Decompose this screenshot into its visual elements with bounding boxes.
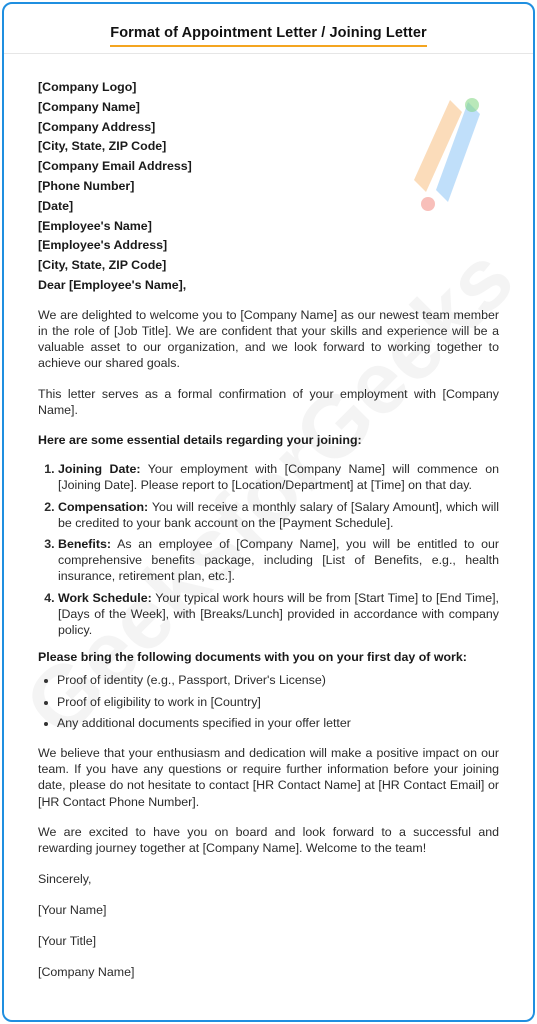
document-title: Format of Appointment Letter / Joining Letter [110, 25, 427, 47]
company-address-line: [Company Address] [38, 119, 156, 134]
document-frame [2, 2, 535, 1022]
signature-title: [Your Title] [38, 934, 97, 949]
list-item: Proof of eligibility to work in [Country] [38, 692, 499, 714]
enthusiasm-paragraph: We believe that your enthusiasm and dedication will make a positive impact on our team. If you have any questions or require further information before your joining date, please do not hesitate to contact [HR Contact Name] at [HR Contact Email] or [HR Contact Phone Number]. [38, 745, 499, 809]
list-item: Any additional documents specified in your offer letter [38, 713, 499, 735]
signature-company: [Company Name] [38, 965, 135, 980]
date-line: [Date] [38, 198, 74, 213]
documents-list [38, 670, 499, 735]
detail-text: Your employment with [Company Name] will commence on [Joining Date]. Please report to [Location/Department] at [Time] on that day. [58, 462, 499, 493]
details-list [38, 461, 499, 638]
detail-label: Compensation: [58, 499, 149, 514]
detail-label: Joining Date: [58, 462, 141, 477]
salutation: Dear [Employee's Name], [38, 277, 187, 292]
detail-item-benefits [58, 536, 499, 585]
detail-item-work-schedule [58, 590, 499, 639]
employee-city-line: [City, State, ZIP Code] [38, 258, 167, 273]
documents-heading: Please bring the following documents with you on your first day of work: [38, 650, 467, 665]
title-bar [4, 4, 533, 54]
signature-name: [Your Name] [38, 903, 107, 918]
employee-name-line: [Employee's Name] [38, 218, 152, 233]
details-heading: Here are some essential details regarding your joining: [38, 432, 362, 447]
detail-text: Your typical work hours will be from [Start Time] to [End Time], [Days of the Week], with [Breaks/Lunch] provided in accordance with company policy. [58, 590, 499, 638]
closing-paragraph: We are excited to have you on board and look forward to a successful and rewarding journey together at [Company Name]. Welcome to the team! [38, 824, 499, 855]
detail-text: As an employee of [Company Name], you will be entitled to our comprehensive benefits package, including [List of Benefits, e.g., health insurance, retirement plan, etc.]. [58, 537, 499, 584]
welcome-paragraph: We are delighted to welcome you to [Company Name] as our newest team member in the role of [Job Title]. We are confident that your skills and experience will be a valuable asset to our organization, and we look forward to working together to achieve our shared goals. [38, 307, 499, 371]
company-city-line: [City, State, ZIP Code] [38, 139, 167, 154]
company-logo-line: [Company Logo] [38, 80, 137, 94]
detail-text: You will receive a monthly salary of [Salary Amount], which will be credited to your bank account on the [Payment Schedule]. [58, 499, 499, 530]
list-item: Proof of identity (e.g., Passport, Driver's License) [38, 670, 499, 692]
confirmation-paragraph: This letter serves as a formal confirmation of your employment with [Company Name]. [38, 386, 499, 417]
letter-body [4, 54, 533, 995]
detail-item-joining-date [58, 461, 499, 493]
company-email-line: [Company Email Address] [38, 159, 192, 174]
detail-label: Benefits: [58, 537, 112, 551]
phone-number-line: [Phone Number] [38, 178, 135, 193]
detail-label: Work Schedule: [58, 590, 152, 605]
employee-address-line: [Employee's Address] [38, 238, 168, 253]
closing-word: Sincerely, [38, 872, 92, 887]
detail-item-compensation [58, 499, 499, 531]
company-name-line: [Company Name] [38, 99, 140, 114]
